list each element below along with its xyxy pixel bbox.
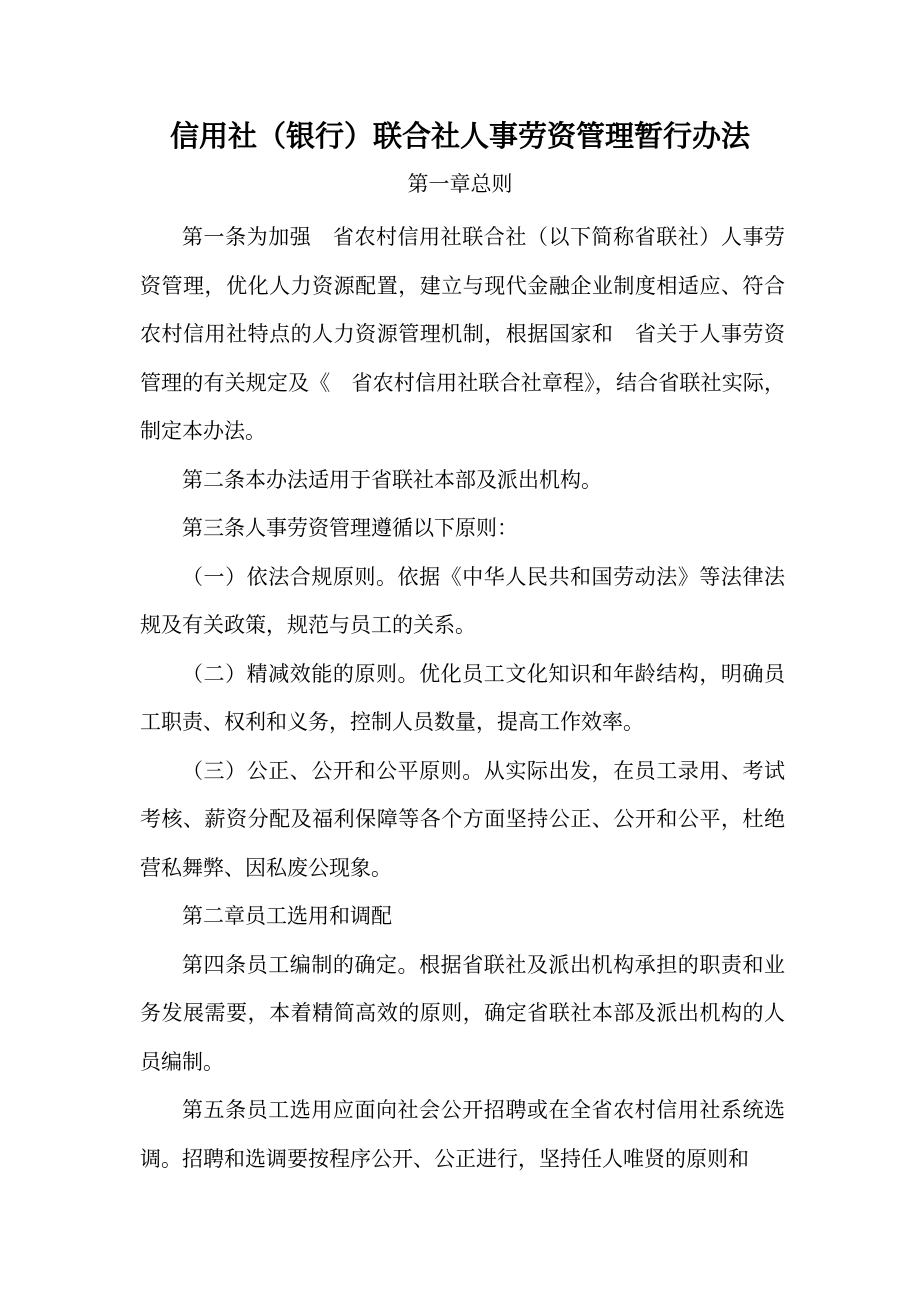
document-body xyxy=(140,213,785,1183)
chapter-heading-general: 第一章总则 xyxy=(407,172,513,196)
principle-2-paragraph: （二）精减效能的原则。优化员工文化知识和年龄结构，明确员工职责、权利和义务，控制人员数量，提高工作效率。 xyxy=(140,661,785,734)
article-3-paragraph: 第三条人事劳资管理遵循以下原则： xyxy=(182,516,518,540)
document-title: 信用社（银行）联合社人事劳资管理暂行办法 xyxy=(169,119,750,153)
principle-1-paragraph: （一）依法合规原则。依据《中华人民共和国劳动法》等法律法规及有关政策，规范与员工的关系。 xyxy=(140,564,785,637)
principle-3-paragraph: （三）公正、公开和公平原则。从实际出发，在员工录用、考试考核、薪资分配及福利保障等各个方面坚持公正、公开和公平，杜绝营私舞弊、因私废公现象。 xyxy=(140,758,785,880)
chapter-heading-staff-selection: 第二章员工选用和调配 xyxy=(182,904,392,928)
article-1-paragraph: 第一条为加强 省农村信用社联合社（以下简称省联社）人事劳资管理，优化人力资源配置，建立与现代金融企业制度相适应、符合农村信用社特点的人力资源管理机制，根据国家和 省关于人事劳资管理的有关规定及《 省农村信用社联合社章程》，结合省联社实际，制定本办法。 xyxy=(140,225,785,443)
article-5-paragraph: 第五条员工选用应面向社会公开招聘或在全省农村信用社系统选调。招聘和选调要按程序公开、公正进行，坚持任人唯贤的原则和 xyxy=(140,1098,785,1171)
article-4-paragraph: 第四条员工编制的确定。根据省联社及派出机构承担的职责和业务发展需要，本着精简高效的原则，确定省联社本部及派出机构的人员编制。 xyxy=(140,952,785,1074)
article-2-paragraph: 第二条本办法适用于省联社本部及派出机构。 xyxy=(182,467,602,492)
